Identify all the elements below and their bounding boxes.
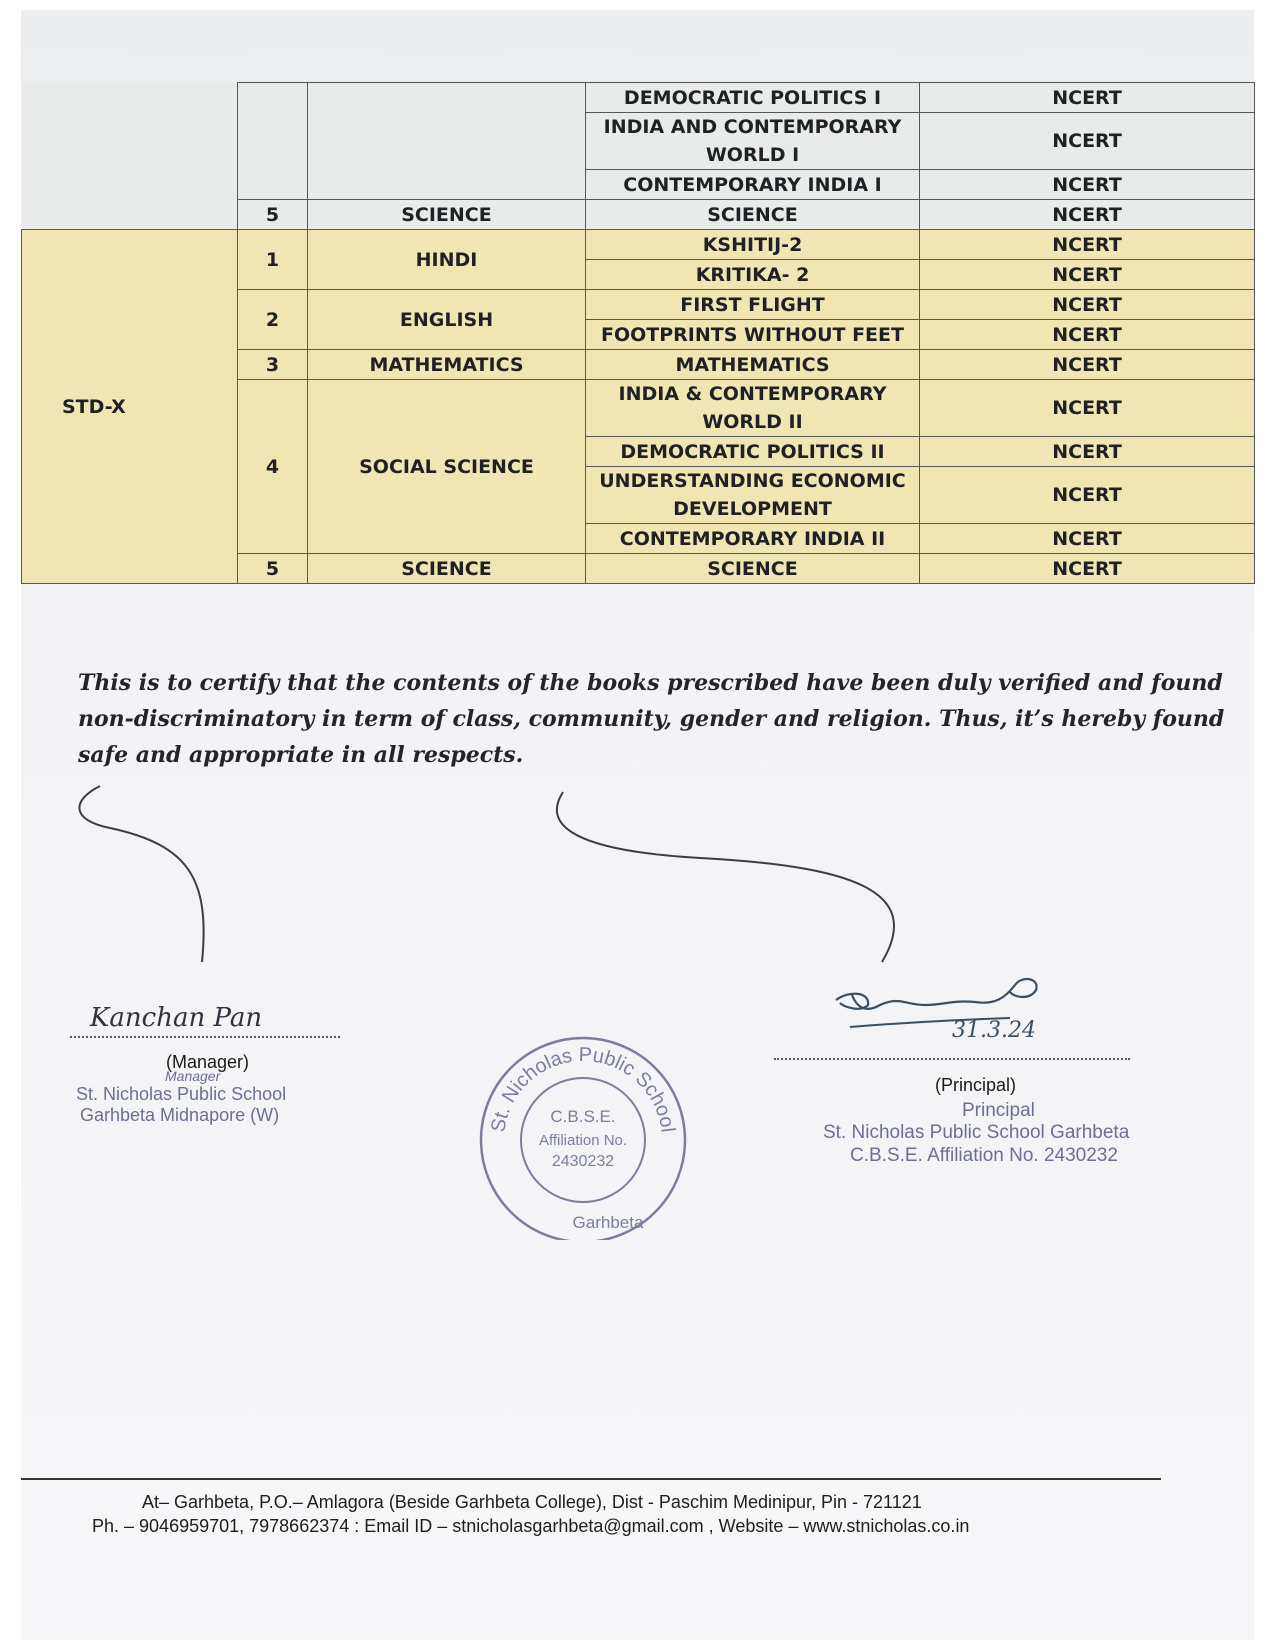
- book-title: CONTEMPORARY INDIA II: [586, 524, 920, 554]
- book-title: KRITIKA- 2: [586, 260, 920, 290]
- book-title: INDIA AND CONTEMPORARY WORLD I: [586, 113, 920, 170]
- book-title: MATHEMATICS: [586, 350, 920, 380]
- seal-ring-path: St. Nicholas Public School: [487, 1043, 679, 1134]
- certification-line: safe and appropriate in all respects.: [78, 742, 524, 768]
- publisher: NCERT: [920, 554, 1255, 584]
- serial-number: 5: [238, 200, 308, 230]
- subject: SCIENCE: [308, 200, 586, 230]
- manager-stamp-designation: Manager: [165, 1068, 221, 1084]
- publisher: NCERT: [920, 230, 1255, 260]
- publisher: NCERT: [920, 524, 1255, 554]
- serial-number: 4: [238, 380, 308, 554]
- publisher: NCERT: [920, 83, 1255, 113]
- serial-number: 5: [238, 554, 308, 584]
- publisher: NCERT: [920, 260, 1255, 290]
- publisher: NCERT: [920, 350, 1255, 380]
- principal-stamp-designation: Principal: [962, 1100, 1035, 1121]
- footer-contact: Ph. – 9046959701, 7978662374 : Email ID – stnicholasgarhbeta@gmail.com , Website – www.stnicholas.co.in: [92, 1516, 970, 1536]
- publisher: NCERT: [920, 467, 1255, 524]
- publisher: NCERT: [920, 200, 1255, 230]
- book-title: SCIENCE: [586, 554, 920, 584]
- pen-stroke-left: [79, 786, 203, 962]
- publisher: NCERT: [920, 170, 1255, 200]
- seal-board: C.B.S.E.: [550, 1107, 616, 1126]
- footer-divider: [21, 1478, 1161, 1480]
- subject: MATHEMATICS: [308, 350, 586, 380]
- manager-stamp-school: St. Nicholas Public School: [76, 1084, 287, 1104]
- principal-signature-line: [774, 1058, 1130, 1060]
- certification-line: non-discriminatory in term of class, community, gender and religion. Thus, it’s hereby found: [78, 706, 1225, 732]
- certification-line: This is to certify that the contents of the books prescribed have been duly verified and found: [78, 670, 1223, 696]
- subject: HINDI: [308, 230, 586, 290]
- principal-stamp-affiliation: C.B.S.E. Affiliation No. 2430232: [850, 1145, 1118, 1166]
- book-title: UNDERSTANDING ECONOMIC DEVELOPMENT: [586, 467, 920, 524]
- principal-stamp-school: St. Nicholas Public School Garhbeta: [823, 1122, 1130, 1143]
- manager-title: (Manager): [166, 1052, 250, 1072]
- subject: ENGLISH: [308, 290, 586, 350]
- book-title: INDIA & CONTEMPORARY WORLD II: [586, 380, 920, 437]
- publisher: NCERT: [920, 437, 1255, 467]
- seal-town: Garhbeta: [572, 1213, 644, 1232]
- publisher: NCERT: [920, 380, 1255, 437]
- school-seal: [468, 1030, 698, 1240]
- book-title: DEMOCRATIC POLITICS II: [586, 437, 920, 467]
- publisher: NCERT: [920, 113, 1255, 170]
- seal-affiliation-label: Affiliation No.: [538, 1132, 628, 1149]
- serial-number: 2: [238, 290, 308, 350]
- footer-address: At– Garhbeta, P.O.– Amlagora (Beside Garhbeta College), Dist - Paschim Medinipur, Pin - 721121: [142, 1492, 922, 1512]
- principal-signature: [836, 979, 1037, 1009]
- seal-affiliation-number: 2430232: [551, 1153, 615, 1170]
- pen-stroke-right: [557, 792, 894, 962]
- manager-signature: Kanchan Pan: [90, 1003, 263, 1033]
- manager-signature-line: [70, 1036, 340, 1038]
- book-title: CONTEMPORARY INDIA I: [586, 170, 920, 200]
- serial-number: 1: [238, 230, 308, 290]
- principal-date: 31.3.24: [952, 1018, 1036, 1043]
- publisher: NCERT: [920, 290, 1255, 320]
- principal-title: (Principal): [935, 1075, 1017, 1095]
- publisher: NCERT: [920, 320, 1255, 350]
- class-label: STD-X: [22, 230, 238, 584]
- book-title: SCIENCE: [586, 200, 920, 230]
- book-title: FOOTPRINTS WITHOUT FEET: [586, 320, 920, 350]
- subject: SOCIAL SCIENCE: [308, 380, 586, 554]
- book-title: FIRST FLIGHT: [586, 290, 920, 320]
- book-title: DEMOCRATIC POLITICS I: [586, 83, 920, 113]
- manager-stamp-place: Garhbeta Midnapore (W): [80, 1105, 280, 1125]
- subject: SCIENCE: [308, 554, 586, 584]
- book-title: KSHITIJ-2: [586, 230, 920, 260]
- serial-number: 3: [238, 350, 308, 380]
